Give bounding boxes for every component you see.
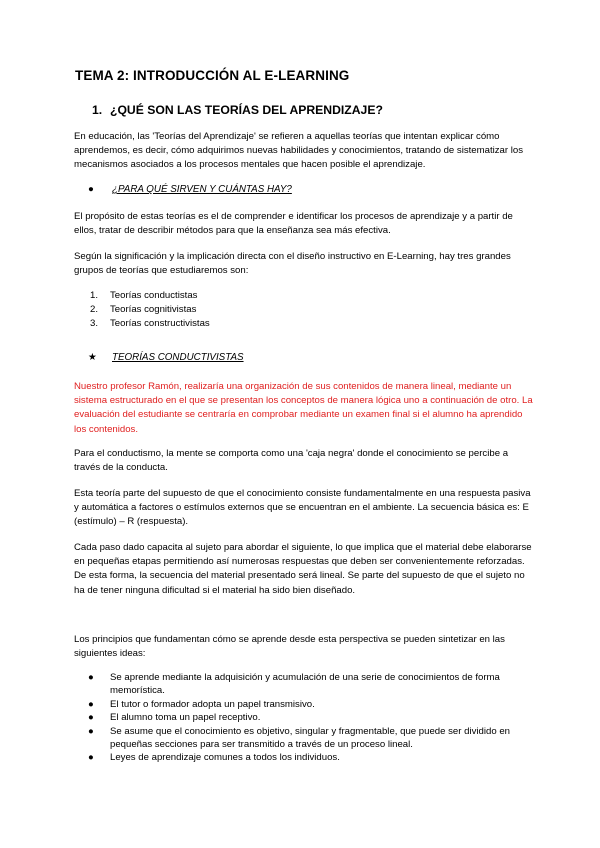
subheading-purpose [88,184,292,195]
list-item: 3. Teorías constructivistas [90,318,210,330]
star-icon: ★ [88,352,97,363]
list-item: 2. Teorías cognitivistas [90,304,197,316]
purpose-paragraph: El propósito de estas teorías es el de comprender e identificar los procesos de aprendizaje y a partir de ellos, tratar de describir métodos para que la enseñanza sea más efectiva. [74,211,513,237]
bullet-icon: ● [88,184,94,195]
bullet-icon: ● [88,752,94,764]
blackbox-paragraph: Para el conductismo, la mente se comporta como una 'caja negra' donde el conocimiento se percibe a través de la conducta. [74,448,509,474]
page-title: TEMA 2: INTRODUCCIÓN AL E-LEARNING [75,68,350,83]
section-label: ¿QUÉ SON LAS TEORÍAS DEL APRENDIZAJE? [110,103,383,117]
bullet-icon: ● [88,712,94,724]
subheading-conductivistas [88,352,244,363]
red-note-paragraph: Nuestro profesor Ramón, realizaría una organización de sus contenidos de manera lineal, mediante un sistema estructurado en el que se presentan los conceptos de manera lógica uno a continuación de otro. La evaluación del estudiante se centraría en comprobar mediante un examen final si el alumno ha aprendido los contenidos. [74,381,533,435]
principles-list [88,671,528,765]
list-item: ● Se aprende mediante la adquisición y acumulación de una serie de conocimientos de forma memorística. [88,672,500,697]
list-item: ● El alumno toma un papel receptivo. [88,712,261,724]
theory-groups-list [90,289,210,332]
subheading-conductivistas-label: TEORÍAS CONDUCTIVISTAS [112,352,244,363]
subheading-purpose-label: ¿PARA QUÉ SIRVEN Y CUÁNTAS HAY? [112,184,292,195]
list-item: 1. Teorías conductistas [90,290,198,301]
section-number: 1. [92,103,103,117]
groups-intro-paragraph: Según la significación y la implicación directa con el diseño instructivo en E-Learning, hay tres grandes grupos de teorías que estudiaremos son: [74,251,511,277]
list-item: ● El tutor o formador adopta un papel transmisivo. [88,698,315,710]
bullet-icon: ● [88,698,94,710]
list-item: ● Leyes de aprendizaje comunes a todos los individuos. [88,752,340,764]
intro-paragraph: En educación, las 'Teorías del Aprendizaje' se refieren a aquellas teorías que intentan explicar cómo aprendemos, es decir, cómo adquirimos nuevas habilidades y conocimientos, tratando de sistematizar los mecanismos asociados a los procesos mentales que hacen posible el aprendizaje. [74,131,524,171]
list-item: ● Se asume que el conocimiento es objetivo, singular y fragmentable, que puede ser dividido en pequeñas secciones para ser transmitido a través de un proceso lineal. [88,725,510,751]
bullet-icon: ● [88,725,94,737]
steps-paragraph: Cada paso dado capacita al sujeto para abordar el siguiente, lo que implica que el material debe elaborarse en pequeñas etapas permitiendo así numerosas respuestas que deben ser convenientemente reforzadas. De esta forma, la secuencia del material presentado será lineal. Se parte del supuesto de que el sujeto no ha de tener ninguna dificultad si el material ha sido bien diseñado. [74,542,532,596]
principles-intro-paragraph: Los principios que fundamentan cómo se aprende desde esta perspectiva se pueden sintetizar en las siguientes ideas: [74,634,505,660]
bullet-icon: ● [88,672,94,683]
theory-paragraph: Esta teoría parte del supuesto de que el conocimiento consiste fundamentalmente en una respuesta pasiva y automática a factores o estímulos externos que se encuentran en el ambiente. La secuencia básica es: E (estímulo) – R (respuesta). [74,488,531,528]
section-heading [92,103,383,117]
